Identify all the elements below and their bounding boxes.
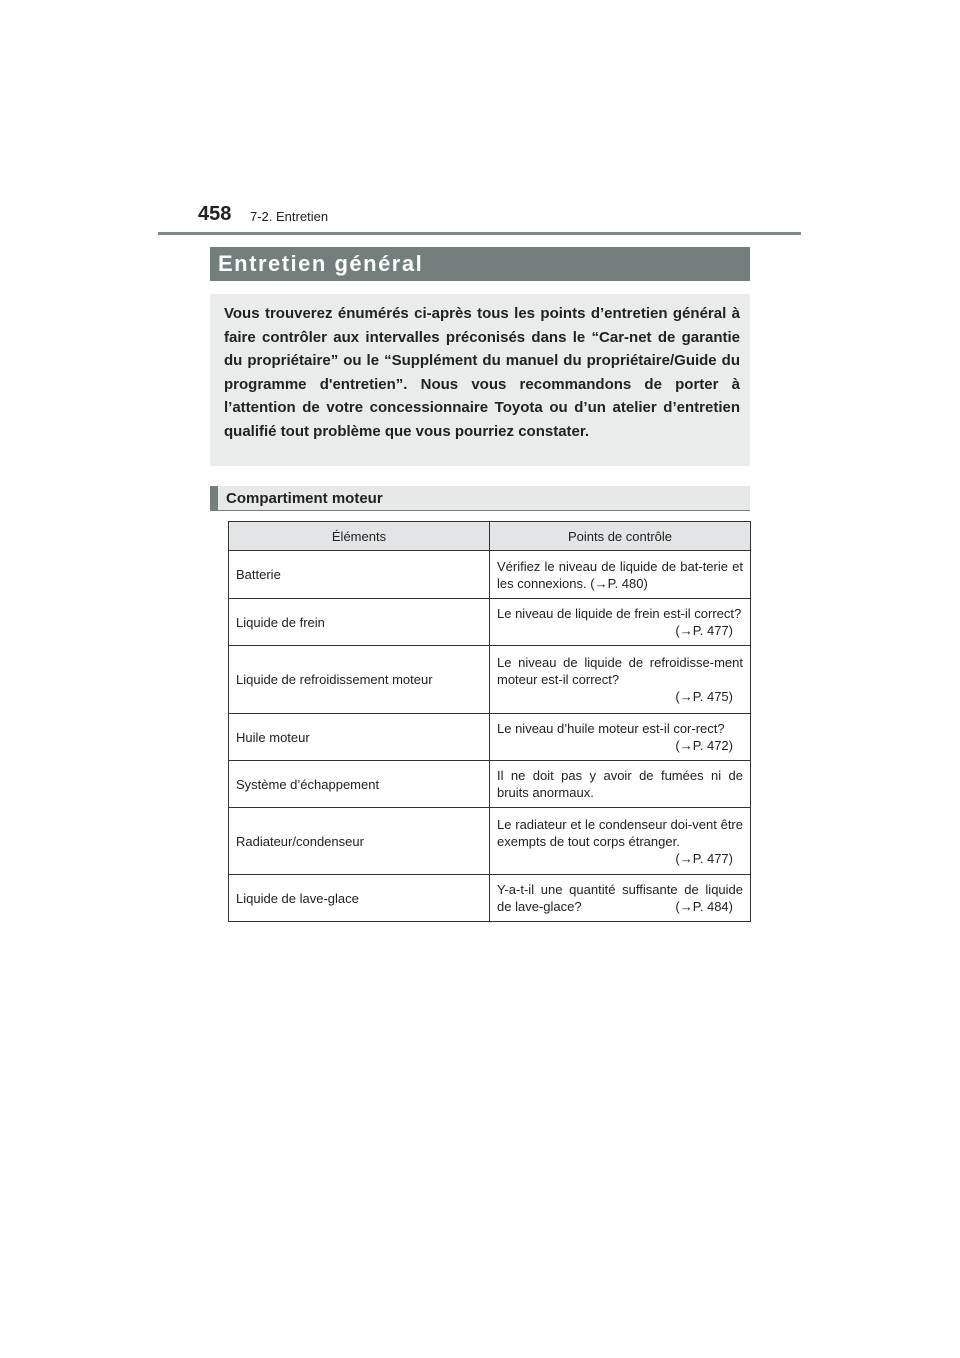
table-row — [229, 599, 751, 646]
table-row — [229, 551, 751, 599]
header-divider — [158, 232, 801, 235]
page-reference[interactable]: (→P. 484) — [675, 899, 733, 914]
intro-box — [210, 294, 750, 466]
item-cell: Liquide de frein — [229, 599, 490, 646]
check-text: Le niveau de liquide de refroidisse-ment moteur est-il correct? — [497, 655, 743, 687]
table-row — [229, 875, 751, 922]
item-cell: Batterie — [229, 551, 490, 599]
table-header-row — [229, 522, 751, 551]
column-header-checkpoints: Points de contrôle — [490, 522, 751, 551]
inspection-table — [228, 521, 751, 922]
check-cell — [490, 808, 751, 875]
page-reference[interactable]: (→P. 477) — [675, 623, 733, 638]
check-cell — [490, 599, 751, 646]
item-cell: Radiateur/condenseur — [229, 808, 490, 875]
check-text: Le niveau d’huile moteur est-il cor-rect? — [497, 721, 725, 736]
item-cell: Système d’échappement — [229, 761, 490, 808]
item-cell: Huile moteur — [229, 714, 490, 761]
section-heading — [210, 486, 750, 511]
check-text: Il ne doit pas y avoir de fumées ni de bruits anormaux. — [497, 768, 743, 800]
table-row — [229, 714, 751, 761]
check-cell — [490, 761, 751, 808]
check-cell — [490, 875, 751, 922]
section-heading-label: Compartiment moteur — [226, 489, 383, 507]
page-number: 458 — [198, 203, 232, 225]
title-bar — [210, 247, 750, 281]
table-row — [229, 761, 751, 808]
item-cell: Liquide de lave-glace — [229, 875, 490, 922]
check-text: Y-a-t-il une quantité suffisante de liquide de lave-glace? — [497, 882, 743, 914]
page-reference[interactable]: (→P. 477) — [675, 850, 733, 866]
check-text: Vérifiez le niveau de liquide de bat-terie et les connexions. — [497, 558, 743, 591]
check-cell — [490, 646, 751, 714]
page-reference[interactable]: (→P. 472) — [675, 738, 733, 753]
page-reference[interactable]: (→P. 475) — [675, 689, 733, 704]
page-reference[interactable]: (→P. 480) — [590, 575, 648, 591]
check-cell — [490, 551, 751, 599]
page-title: Entretien général — [218, 251, 424, 276]
check-cell — [490, 714, 751, 761]
chapter-label: 7-2. Entretien — [250, 209, 329, 224]
check-text: Le niveau de liquide de frein est-il correct? — [497, 606, 742, 621]
intro-text: Vous trouverez énumérés ci-après tous les points d’entretien général à faire contrôler aux intervalles préconisés dans le “Car-net de garantie du propriétaire” ou le “Supplément du manuel du propriétaire/Guide du programme d'entretien”. Nous vous recommandons de porter à l’attention de votre concessionnaire Toyota ou d’un atelier d’entretien qualifié tout problème que vous pourriez constater. — [224, 305, 740, 440]
table-row — [229, 808, 751, 875]
column-header-items: Éléments — [229, 522, 490, 551]
table-row — [229, 646, 751, 714]
check-text: Le radiateur et le condenseur doi-vent être exempts de tout corps étranger. — [497, 816, 743, 849]
item-cell: Liquide de refroidissement moteur — [229, 646, 490, 714]
